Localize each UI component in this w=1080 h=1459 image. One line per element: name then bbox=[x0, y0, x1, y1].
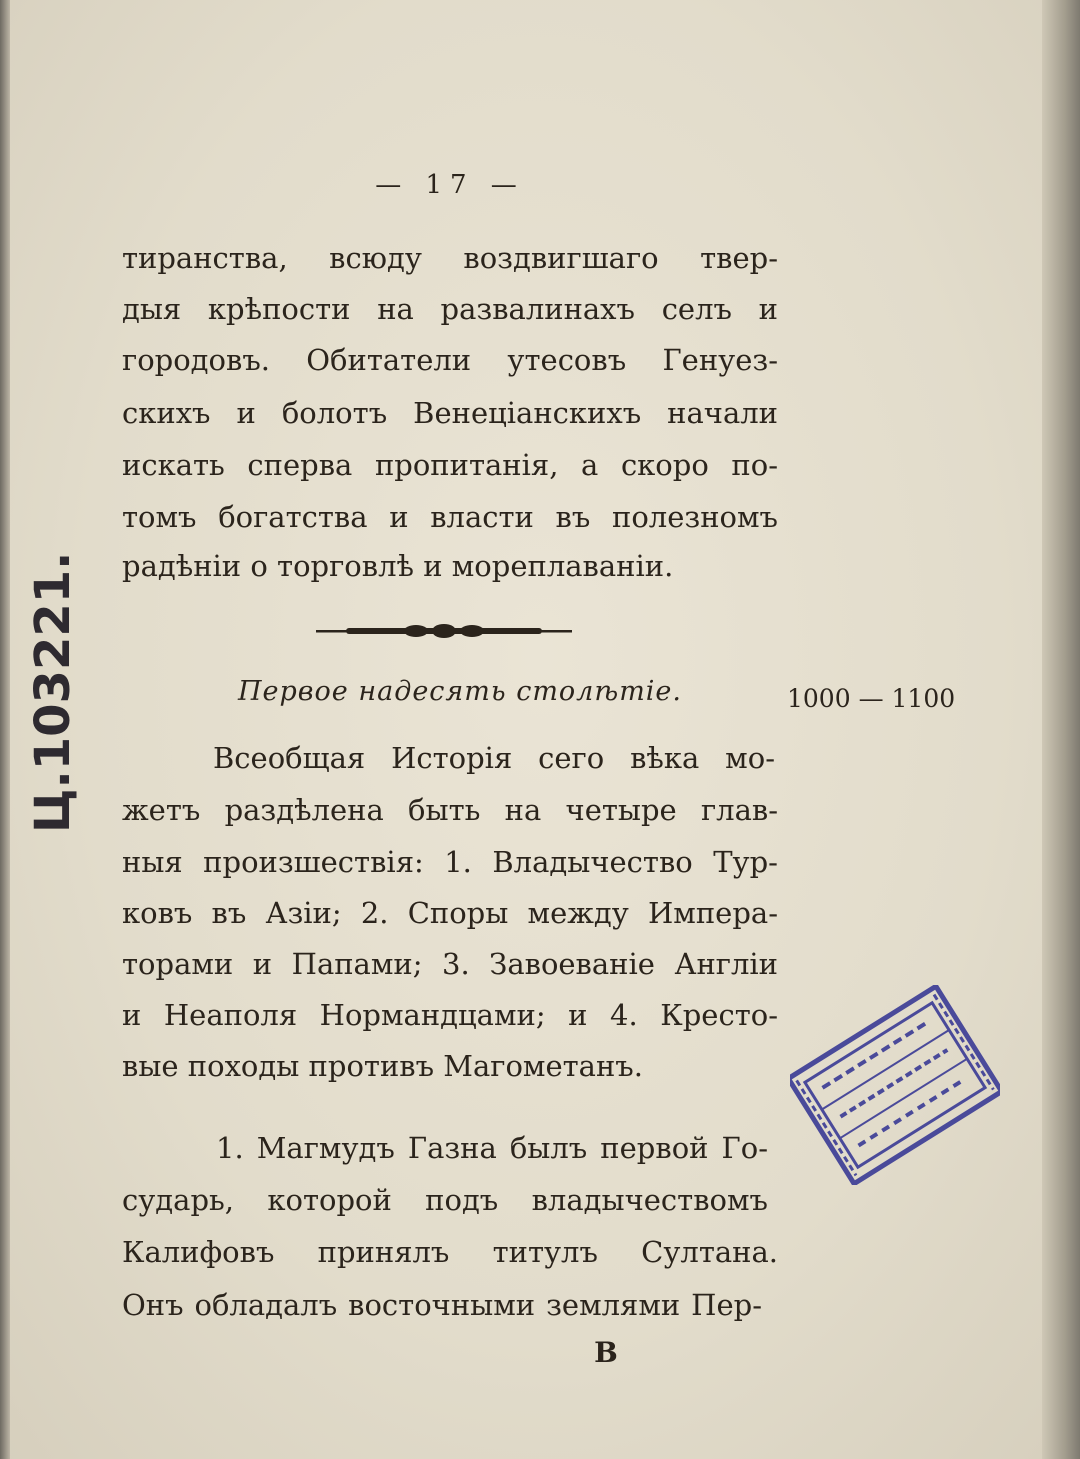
text-line: сударь, которой подъ владычествомъ bbox=[122, 1183, 768, 1217]
text-line: Калифовъ принялъ титулъ Султана. bbox=[122, 1235, 778, 1269]
text-line: Всеобщая Исторія сего вѣка мо- bbox=[213, 741, 775, 775]
page-left-edge bbox=[0, 0, 10, 1459]
text-line: жетъ раздѣлена быть на четыре глав- bbox=[122, 793, 778, 827]
text-line: дыя крѣпости на развалинахъ селъ и bbox=[122, 292, 778, 326]
text-line: ковъ въ Азіи; 2. Споры между Импера- bbox=[122, 896, 778, 930]
page-number: — 17 — bbox=[375, 170, 525, 200]
text-line: искать сперва пропитанія, а скоро по- bbox=[122, 448, 778, 482]
text-line: 1. Магмудъ Газна былъ первой Го- bbox=[216, 1131, 768, 1165]
text-line: скихъ и болотъ Венеціанскихъ начали bbox=[122, 396, 778, 430]
text-line: Онъ обладалъ восточными землями Пер- bbox=[122, 1288, 762, 1322]
text-line: городовъ. Обитатели утесовъ Генуез- bbox=[122, 343, 778, 377]
section-heading: Первое надесять столѣтіе. bbox=[238, 676, 682, 707]
text-line: и Неаполя Нормандцами; и 4. Кресто- bbox=[122, 998, 778, 1032]
text-line: вые походы противъ Магометанъ. bbox=[122, 1049, 643, 1083]
margin-date-range: 1000 — 1100 bbox=[787, 684, 956, 713]
shelfmark-text: Ц.103221. bbox=[25, 551, 81, 833]
text-line: радѣніи о торговлѣ и мореплаваніи. bbox=[122, 549, 674, 583]
text-line: тиранства, всюду воздвигшаго твер- bbox=[122, 241, 778, 275]
page-right-edge bbox=[1042, 0, 1080, 1459]
catchword: В bbox=[594, 1336, 618, 1369]
text-line: томъ богатства и власти въ полезномъ bbox=[122, 500, 778, 534]
text-line: ныя произшествія: 1. Владычество Тур- bbox=[122, 845, 778, 879]
ornamental-rule bbox=[316, 621, 572, 641]
text-line: торами и Папами; 3. Завоеваніе Англіи bbox=[122, 947, 778, 981]
library-stamp bbox=[790, 985, 1000, 1185]
